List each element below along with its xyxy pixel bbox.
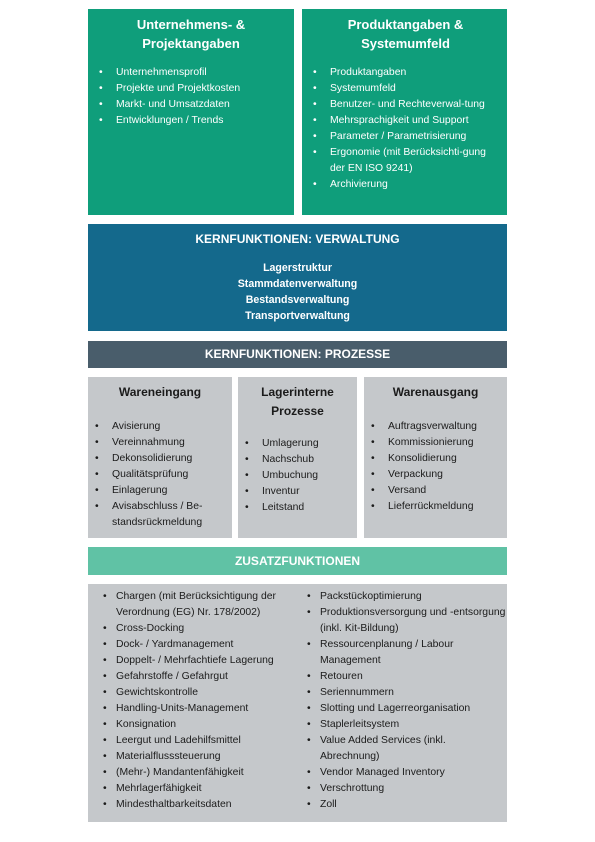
company-list — [98, 65, 284, 129]
list-item: • Gefahrstoffe / Gefahrgut — [102, 669, 302, 685]
list-item: • Inventur — [244, 484, 351, 500]
list-item: • Vendor Managed Inventory — [306, 765, 506, 781]
list-item: • Unternehmensprofil — [98, 65, 284, 81]
list-item: • Verschrottung — [306, 781, 506, 797]
list-item: • Lieferrückmeldung — [370, 499, 501, 515]
list-item: • Produktionsversorgung und -entsorgung (inkl. Kit-Bildung) — [306, 605, 506, 637]
list-item: • Dekonsolidierung — [94, 451, 226, 467]
extra-list-col1 — [102, 589, 302, 822]
list-item: Transportverwaltung — [245, 310, 350, 322]
internal-list — [244, 436, 351, 516]
list-item: • Vereinnahmung — [94, 435, 226, 451]
admin-title: KERNFUNKTIONEN: VERWALTUNG — [195, 232, 400, 246]
list-item: • Qualitätsprüfung — [94, 467, 226, 483]
list-item: • Leergut und Ladehilfsmittel — [102, 733, 302, 749]
core-process-header — [88, 341, 507, 368]
list-item: • Markt- und Umsatzdaten — [98, 97, 284, 113]
list-item: • Seriennummern — [306, 685, 506, 701]
list-item: • Mehrlagerfähigkeit — [102, 781, 302, 797]
list-item: • Gewichtskontrolle — [102, 685, 302, 701]
list-item: • Cross-Docking — [102, 621, 302, 637]
extra-functions-header — [88, 547, 507, 575]
list-item: • Benutzer- und Rechteverwal-tung — [312, 97, 499, 113]
list-item: Bestandsverwaltung — [245, 294, 350, 306]
list-item: • Kommissionierung — [370, 435, 501, 451]
list-item: Lagerstruktur — [263, 262, 332, 274]
extra-list-col2 — [306, 589, 506, 822]
list-item: • Umbuchung — [244, 468, 351, 484]
list-item: • Systemumfeld — [312, 81, 499, 97]
company-title: Unternehmens- & Projektangaben — [136, 17, 246, 51]
company-project-box — [88, 9, 294, 215]
list-item: • (Mehr-) Mandantenfähigkeit — [102, 765, 302, 781]
list-item: • Entwicklungen / Trends — [98, 113, 284, 129]
list-item: • Dock- / Yardmanagement — [102, 637, 302, 653]
list-item: Stammdatenverwaltung — [237, 278, 358, 290]
list-item: • Doppelt- / Mehrfachtiefe Lagerung — [102, 653, 302, 669]
extra-functions-box — [88, 584, 507, 822]
list-item: • Versand — [370, 483, 501, 499]
product-title: Produktangaben & Systemumfeld — [347, 17, 464, 51]
list-item: • Mehrsprachigkeit und Support — [312, 113, 499, 129]
incoming-box — [88, 377, 232, 538]
list-item: • Materialflusssteuerung — [102, 749, 302, 765]
list-item: • Mindesthaltbarkeitsdaten — [102, 797, 302, 813]
list-item: • Avisierung — [94, 419, 226, 435]
list-item: • Auftragsverwaltung — [370, 419, 501, 435]
product-system-box — [302, 9, 507, 215]
list-item: • Packstückoptimierung — [306, 589, 506, 605]
list-item: • Einlagerung — [94, 483, 226, 499]
outgoing-list — [370, 419, 501, 515]
process-title: KERNFUNKTIONEN: PROZESSE — [204, 347, 391, 361]
list-item: • Staplerleitsystem — [306, 717, 506, 733]
list-item: • Retouren — [306, 669, 506, 685]
list-item: • Umlagerung — [244, 436, 351, 452]
incoming-list — [94, 419, 226, 531]
list-item: • Konsignation — [102, 717, 302, 733]
internal-title: Lagerinterne Prozesse — [261, 385, 334, 418]
list-item: • Nachschub — [244, 452, 351, 468]
internal-process-box — [238, 377, 357, 538]
outgoing-box — [364, 377, 507, 538]
list-item: • Parameter / Parametrisierung — [312, 129, 499, 145]
list-item: • Verpackung — [370, 467, 501, 483]
outgoing-title: Warenausgang — [392, 385, 479, 399]
list-item: • Ergonomie (mit Berücksichti-gung der EN ISO 9241) — [312, 145, 499, 177]
list-item: • Value Added Services (inkl. Abrechnung) — [306, 733, 506, 765]
list-item: • Archivierung — [312, 177, 499, 193]
list-item: • Zoll — [306, 797, 506, 813]
list-item: • Produktangaben — [312, 65, 499, 81]
list-item: • Slotting und Lagerreorganisation — [306, 701, 506, 717]
list-item: • Avisabschluss / Be-standsrückmeldung — [94, 499, 226, 531]
list-item: • Handling-Units-Management — [102, 701, 302, 717]
list-item: • Chargen (mit Berücksichtigung der Verordnung (EG) Nr. 178/2002) — [102, 589, 302, 621]
list-item: • Ressourcenplanung / Labour Management — [306, 637, 506, 669]
incoming-title: Wareneingang — [118, 385, 202, 399]
product-list — [312, 65, 499, 193]
admin-list — [88, 260, 507, 324]
core-admin-box — [88, 224, 507, 331]
list-item: • Leitstand — [244, 500, 351, 516]
list-item: • Konsolidierung — [370, 451, 501, 467]
list-item: • Projekte und Projektkosten — [98, 81, 284, 97]
extra-title: ZUSATZFUNKTIONEN — [234, 553, 361, 568]
